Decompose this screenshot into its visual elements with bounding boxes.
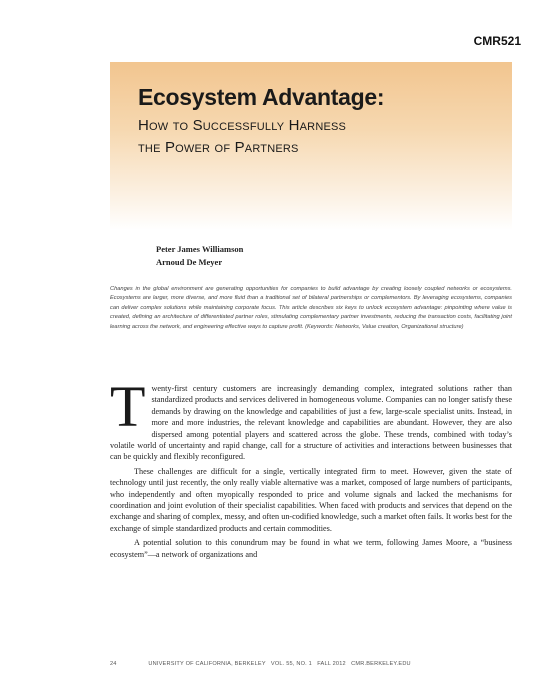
publication-info: UNIVERSITY OF CALIFORNIA, BERKELEY VOL. 55, NO. 1 FALL 2012 CMR.BERKELEY.EDU [148, 661, 411, 667]
page-footer [110, 661, 512, 667]
abstract: Changes in the global environment are generating opportunities for companies to build advantage by creating loosely coupled networks or ecosystems. Ecosystems are larger, more diverse, and more fluid than a traditional set of bilateral partnerships or complementors. By leveraging ecosystems, companies can deliver complex solutions while maintaining corporate focus. This article describes six keys to unlock ecosystem advantage: pinpointing where value is created, defining an architecture of differentiated partner roles, stimulating complementary partner investments, reducing the transaction costs, facilitating joint learning across the network, and engineering effective ways to capture profit. (Keywords: Networks, Value creation, Organizational structure) [110, 286, 512, 330]
drop-cap: T [110, 374, 146, 439]
subtitle-line-2: the Power of Partners [138, 139, 299, 156]
paragraph-text: wenty-first century customers are increasingly demanding complex, integrated solutions rather than standardized products and services delivered in homogeneous volume. Companies can no longer satisfy these demands by drawing on the knowledge and capabilities of just a few, large-scale specialist units. Instead, in more and more industries, the relevant knowledge and capabilities are abundant. However, they are also dispersed among potential players and scattered across the globe. These trends, combined with today’s volatile world of uncertainty and rapid change, call for a structure of activities and interactions between businesses that can be quickly and flexibly reconfigured. [110, 384, 512, 462]
body-paragraph: These challenges are difficult for a single, vertically integrated firm to meet. However, given the state of technology until just recently, the only really viable alternative was a market, composed of large numbers of participants, who independently and often myopically responded to price and volume signals and lacked the mechanisms for coordination and joint evolution of their specialist capabilities. When faced with products and services that depend on the exchange and sharing of complex, messy, and often un-codified knowledge, such a market often fails. It works best for the exchange of simple standardized products and certain commodities. [110, 466, 512, 533]
page-number: 24 [110, 661, 117, 667]
subtitle-line-1: How to Successfully Harness [138, 117, 347, 134]
article-subtitle [138, 115, 512, 159]
body-paragraph: A potential solution to this conundrum may be found in what we term, following James Moore, a “business ecosystem”—a network of organizations and [110, 538, 512, 559]
author-name: Arnoud De Meyer [156, 257, 223, 267]
title-banner [110, 62, 512, 230]
body-paragraph [110, 374, 512, 463]
document-code: CMR521 [473, 34, 521, 48]
article-body [110, 374, 512, 563]
author-name: Peter James Williamson [156, 244, 244, 254]
article-title: Ecosystem Advantage: [138, 84, 385, 110]
author-list [156, 243, 243, 269]
